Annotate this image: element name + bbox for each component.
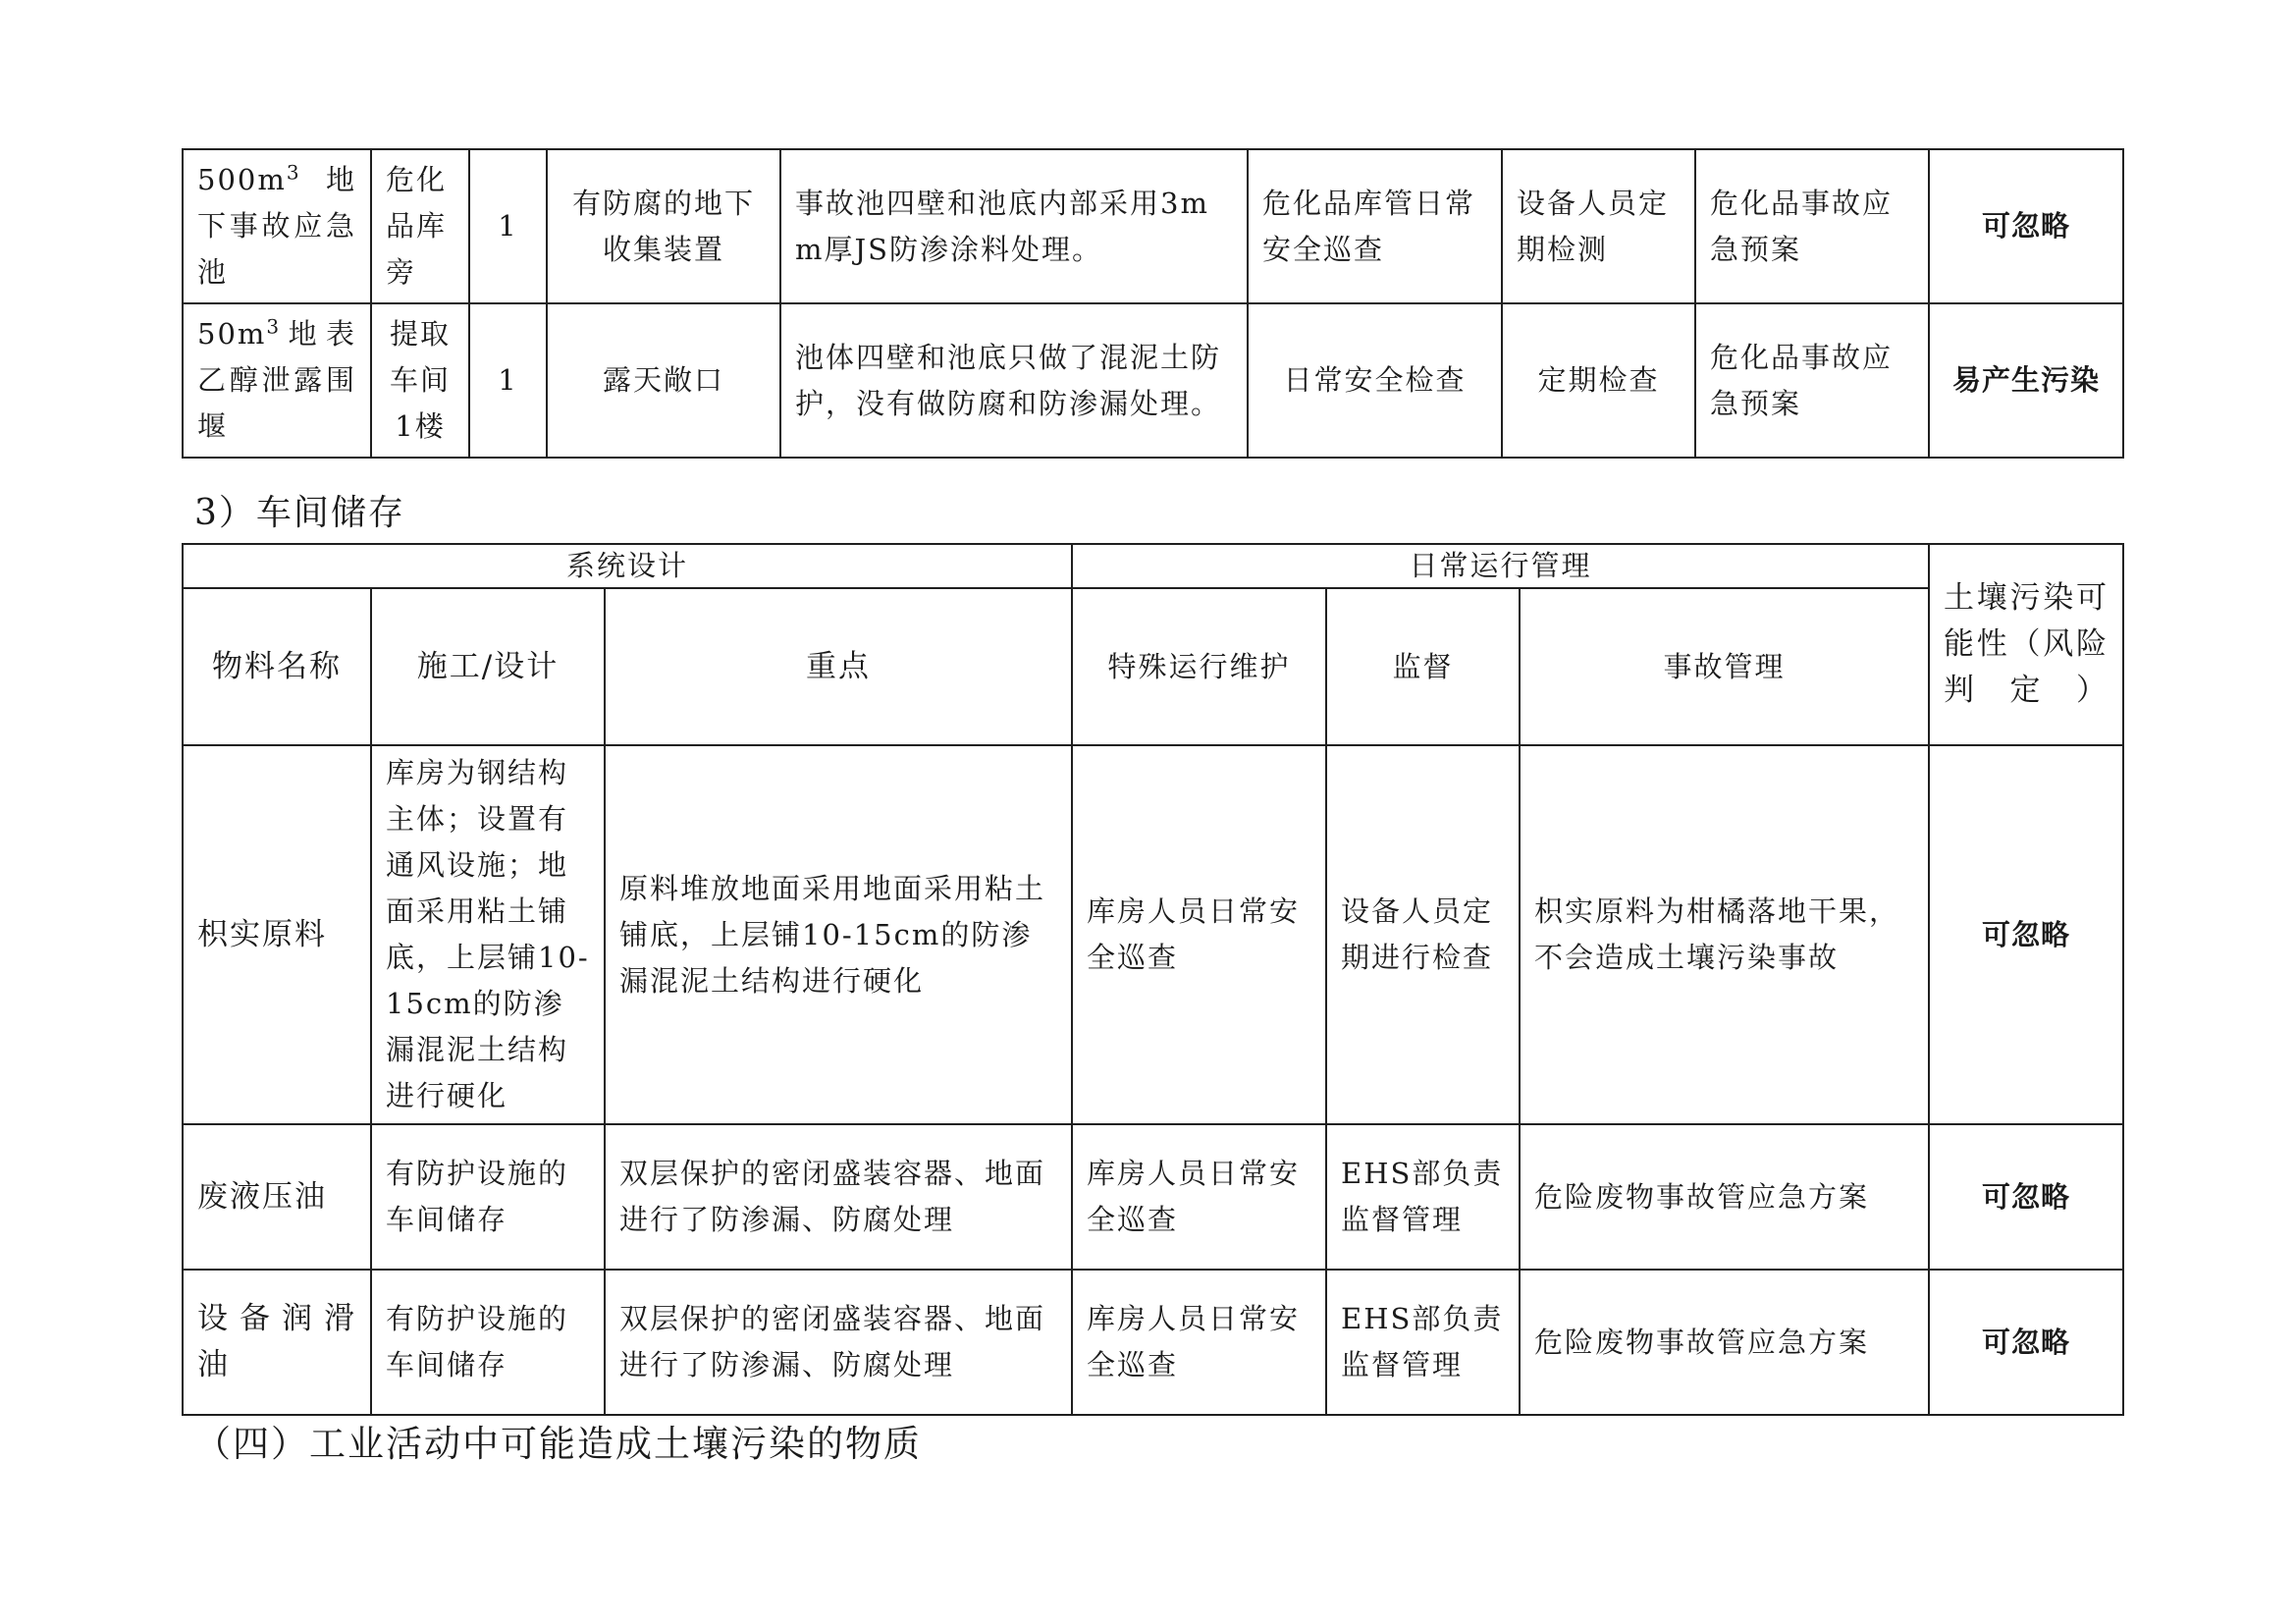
- supervision-header: 监督: [1326, 588, 1520, 745]
- maintenance-header: 特殊运行维护: [1072, 588, 1326, 745]
- count-cell: 1: [469, 149, 547, 303]
- maintenance-cell: 库房人员日常安全巡查: [1072, 1270, 1326, 1415]
- construction-cell: 有防护设施的车间储存: [371, 1124, 605, 1270]
- facility-name-cell: [183, 149, 371, 303]
- name-suffix: 地下事故应急池: [197, 163, 356, 289]
- column-header-row: [183, 588, 2123, 745]
- count-cell: 1: [469, 303, 547, 458]
- key-point-cell: 事故池四壁和池底内部采用3mm厚JS防渗涂料处理。: [780, 149, 1248, 303]
- maintenance-cell: 危化品库管日常安全巡查: [1248, 149, 1502, 303]
- accident-cell: 枳实原料为柑橘落地干果，不会造成土壤污染事故: [1520, 745, 1929, 1124]
- table-row: [183, 1270, 2123, 1415]
- table-row: [183, 149, 2123, 303]
- supervision-cell: EHS部负责监督管理: [1326, 1124, 1520, 1270]
- location-cell: 危化品库旁: [371, 149, 469, 303]
- risk-cell: 可忽略: [1929, 149, 2123, 303]
- supervision-cell: 定期检查: [1502, 303, 1695, 458]
- key-point-cell: 双层保护的密闭盛装容器、地面进行了防渗漏、防腐处理: [605, 1124, 1072, 1270]
- daily-operation-header: 日常运行管理: [1072, 544, 1929, 588]
- name-prefix: 50m: [197, 317, 267, 351]
- material-name-cell: 废液压油: [183, 1124, 371, 1270]
- risk-cell: 易产生污染: [1929, 303, 2123, 458]
- table-row: [183, 303, 2123, 458]
- name-prefix: 500m: [197, 163, 287, 196]
- accident-cell: 危化品事故应急预案: [1695, 303, 1929, 458]
- risk-cell: 可忽略: [1929, 745, 2123, 1124]
- key-point-header: 重点: [605, 588, 1072, 745]
- emergency-pool-table: [182, 148, 2124, 459]
- supervision-cell: 设备人员定期进行检查: [1326, 745, 1520, 1124]
- material-name-cell: 设备润滑油: [183, 1270, 371, 1415]
- accident-header: 事故管理: [1520, 588, 1929, 745]
- group-header-row: [183, 544, 2123, 588]
- table-row: [183, 745, 2123, 1124]
- accident-cell: 危险废物事故管应急方案: [1520, 1270, 1929, 1415]
- table-row: [183, 1124, 2123, 1270]
- construction-cell: 有防护设施的车间储存: [371, 1270, 605, 1415]
- section-3-heading: 3）车间储存: [194, 493, 405, 533]
- maintenance-cell: 库房人员日常安全巡查: [1072, 1124, 1326, 1270]
- material-name-header: 物料名称: [183, 588, 371, 745]
- system-design-header: 系统设计: [183, 544, 1072, 588]
- material-name-cell: 枳实原料: [183, 745, 371, 1124]
- accident-cell: 危险废物事故管应急方案: [1520, 1124, 1929, 1270]
- maintenance-cell: 库房人员日常安全巡查: [1072, 745, 1326, 1124]
- construction-cell: 库房为钢结构主体；设置有通风设施；地面采用粘土铺底，上层铺10-15cm的防渗漏混泥土结构进行硬化: [371, 745, 605, 1124]
- construction-header: 施工/设计: [371, 588, 605, 745]
- facility-cell: 有防腐的地下收集装置: [547, 149, 780, 303]
- facility-name-cell: [183, 303, 371, 458]
- supervision-cell: EHS部负责监督管理: [1326, 1270, 1520, 1415]
- name-superscript: 3: [286, 160, 301, 185]
- accident-cell: 危化品事故应急预案: [1695, 149, 1929, 303]
- section-4-heading: （四）工业活动中可能造成土壤污染的物质: [194, 1423, 922, 1465]
- maintenance-cell: 日常安全检查: [1248, 303, 1502, 458]
- location-cell: 提取车间1楼: [371, 303, 469, 458]
- key-point-cell: 双层保护的密闭盛装容器、地面进行了防渗漏、防腐处理: [605, 1270, 1072, 1415]
- workshop-storage-table: [182, 543, 2124, 1416]
- name-suffix: 地表乙醇泄露围堰: [197, 317, 356, 443]
- name-superscript: 3: [266, 314, 282, 339]
- risk-header: 土壤污染可能性（风险判定）: [1929, 544, 2123, 745]
- risk-cell: 可忽略: [1929, 1124, 2123, 1270]
- risk-cell: 可忽略: [1929, 1270, 2123, 1415]
- key-point-cell: 池体四壁和池底只做了混泥土防护，没有做防腐和防渗漏处理。: [780, 303, 1248, 458]
- facility-cell: 露天敞口: [547, 303, 780, 458]
- key-point-cell: 原料堆放地面采用地面采用粘土铺底，上层铺10-15cm的防渗漏混泥土结构进行硬化: [605, 745, 1072, 1124]
- supervision-cell: 设备人员定期检测: [1502, 149, 1695, 303]
